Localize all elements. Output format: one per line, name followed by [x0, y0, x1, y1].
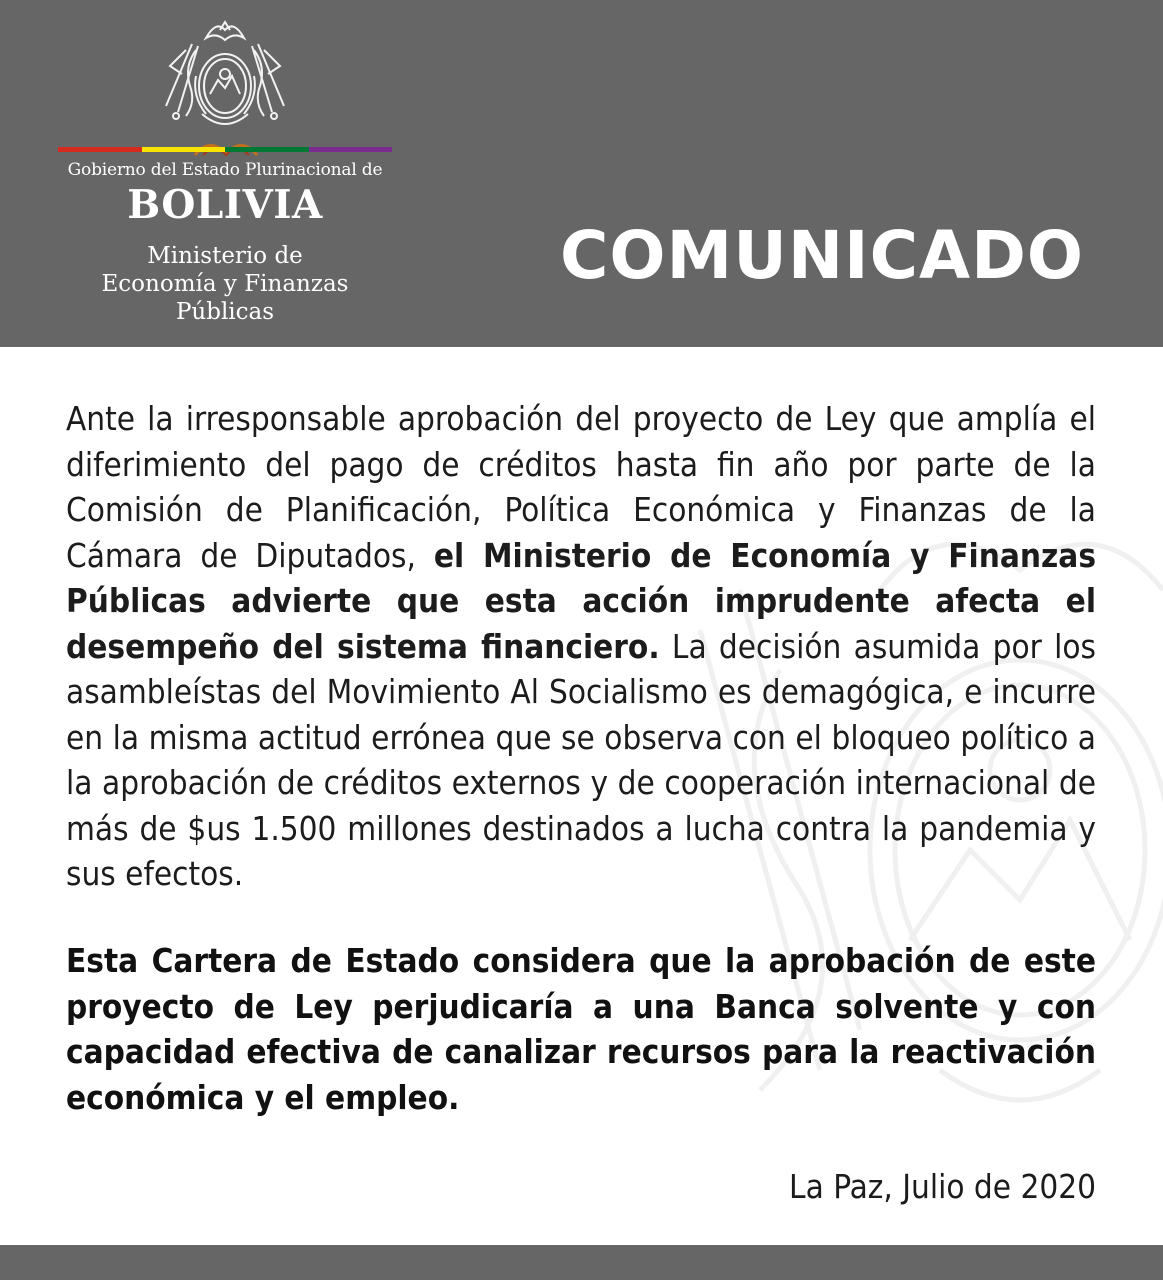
ministry-line-3: Públicas — [175, 299, 275, 325]
dateline: La Paz, Julio de 2020 — [789, 1167, 1096, 1206]
flag-color-bar — [58, 147, 392, 152]
ministry-line-1: Ministerio de — [147, 243, 303, 269]
flag-purple-stripe — [309, 147, 393, 152]
flag-yellow-stripe — [142, 147, 226, 152]
footer-bar — [0, 1245, 1163, 1280]
ministry-line-2: Economía y Finanzas — [101, 271, 349, 297]
paragraph-1 — [66, 396, 1096, 897]
paragraph-1-rest: La decisión asumida por los asambleístas del Movimiento Al Socialismo es demagógica, e incurre en la misma actitud errónea que se observa con el bloqueo político a la aprobación de créditos externos y de cooperación internacional de más de $us 1.500 millones destinados a lucha contra la pandemia y sus efectos. — [66, 626, 1096, 893]
paragraph-1-intro: Ante la irresponsable aprobación del proyecto de Ley que amplía el diferimiento del pago de créditos hasta fin año por parte de la Comisión de Planificación, Política Económica y Finanzas de la Cámara de Diputados, — [66, 399, 1096, 575]
ministry-name — [58, 242, 392, 326]
paragraph-2: Esta Cartera de Estado considera que la aprobación de este proyecto de Ley perjudicaría a una Banca solvente y con capacidad efectiva de canalizar recursos para la reactivación económica y el empleo. — [66, 941, 1096, 1117]
flag-red-stripe — [58, 147, 142, 152]
flag-green-stripe — [225, 147, 309, 152]
paragraph-1-bold-statement: el Ministerio de Economía y Finanzas Públicas advierte que esta acción imprudente afecta el desempeño del sistema financiero. — [66, 535, 1097, 666]
coat-of-arms-icon — [156, 16, 294, 134]
country-name: BOLIVIA — [127, 182, 323, 228]
wiphala-emblem-icon — [193, 135, 259, 157]
government-line: Gobierno del Estado Plurinacional de — [67, 160, 383, 180]
header-banner — [0, 0, 1163, 347]
page-title: COMUNICADO — [560, 217, 1085, 294]
